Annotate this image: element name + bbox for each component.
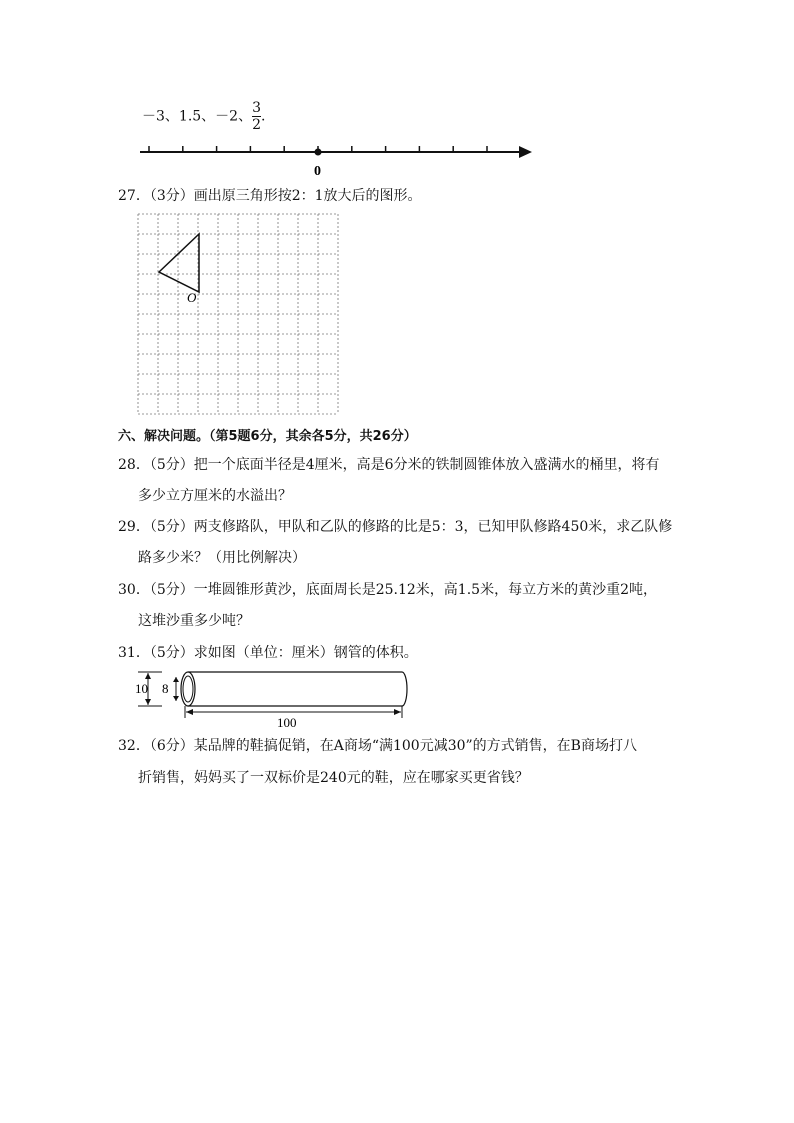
point-o-label: O [187, 290, 197, 305]
number-line [135, 140, 535, 180]
grid-lines [138, 214, 338, 414]
q30-line2: 这堆沙重多少吨？ [138, 613, 250, 629]
q29-line1: 29．（5分）两支修路队，甲队和乙队的修路的比是5：3，已知甲队修路450米，求乙队修 [118, 519, 673, 535]
q28-line2: 多少立方厘米的水溢出？ [138, 488, 292, 504]
steel-pipe-figure [132, 668, 417, 730]
q31-text: 31．（5分）求如图（单位：厘米）钢管的体积。 [118, 645, 418, 661]
number-line-arrow-icon [519, 146, 532, 158]
q27-text: 27．（3分）画出原三角形按2：1放大后的图形。 [118, 188, 422, 204]
q26-fraction [252, 100, 261, 133]
q29-line2: 路多少米？（用比例解决） [138, 550, 306, 566]
fraction-numerator: 3 [252, 100, 262, 116]
q26-values-suffix: . [261, 108, 266, 125]
original-triangle [159, 234, 199, 292]
section-6-title: 六、解决问题。（第5题6分，其余各5分，共26分） [118, 429, 417, 444]
q26-values-prefix: －3、1.5、－2、 [142, 108, 253, 125]
outer-diameter-label: 10 [135, 681, 148, 696]
origin-label: 0 [314, 164, 321, 179]
q32-line1: 32．（6分）某品牌的鞋搞促销，在A商场“满100元减30”的方式销售，在B商场打八 [118, 738, 637, 754]
q26-values [142, 100, 265, 133]
triangle-grid [137, 213, 341, 415]
q32-line2: 折销售，妈妈买了一双标价是240元的鞋，应在哪家买更省钱？ [138, 770, 529, 786]
inner-diameter-label: 8 [162, 681, 169, 696]
length-label: 100 [277, 715, 297, 730]
q30-line1: 30．（5分）一堆圆锥形黄沙，底面周长是25.12米，高1.5米，每立方米的黄沙重2吨， [118, 582, 657, 598]
pipe-inner-end [183, 676, 193, 702]
q28-line1: 28．（5分）把一个底面半径是4厘米，高是6分米的铁制圆锥体放入盛满水的桶里，将有 [118, 457, 660, 473]
fraction-denominator: 2 [252, 117, 262, 133]
origin-dot [315, 149, 322, 156]
